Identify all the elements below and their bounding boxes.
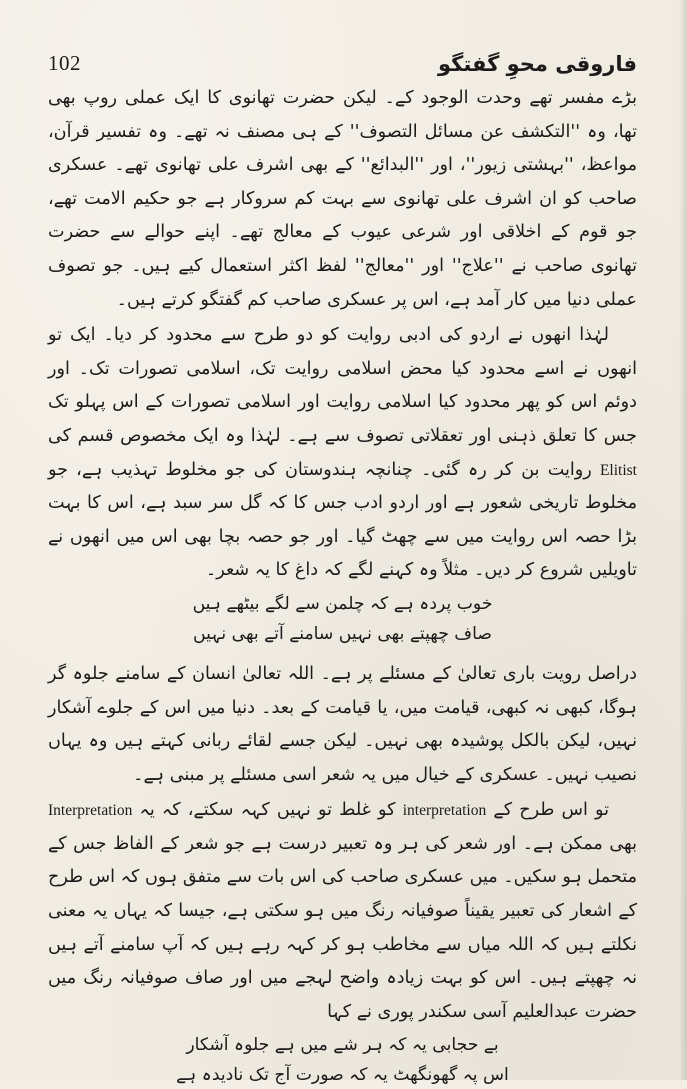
paragraph-4-part-c: بھی ممکن ہے۔ اور شعر کی ہر وہ تعبیر درست ہے جو شعر کے الفاظ جس کے متحمل ہو سکیں۔ میں عسکری صاحب کی اس بات سے متفق ہوں کہ اس طرح کے اشعار کی تعبیر یقیناً صوفیانہ رنگ میں ہو سکتی ہے، جیسا کہ یہاں یہ معنی نکلتے ہیں کہ اللہ میاں سے مخاطب ہو کر کہہ رہے ہیں کہ آپ سامنے آتے ہیں نہ چھپتے ہیں۔ اس کو بہت زیادہ واضح لہجے میں اور صاف صوفیانہ رنگ میں حضرت عبدالعلیم آسی سکندر پوری نے کہا [48, 833, 637, 1022]
paragraph-2-text: لہٰذا انھوں نے اردو کی ادبی روایت کو دو طرح سے محدود کر دیا۔ ایک تو انھوں نے اسے محدود کیا محض اسلامی روایت تک، اسلامی تصورات تک۔ اور دوئم اس کو پھر محدود کیا اسلامی روایت اور اسلامی تصورات کے اس پہلو تک جس کا تعلق ذہنی اور تعقلاتی تصوف سے ہے۔ لہٰذا وہ ایک مخصوص قسم کی [48, 325, 637, 446]
page-edge-shadow [679, 0, 687, 1080]
paragraph-4-part-a: تو اس طرح کے [493, 800, 610, 821]
paragraph-4 [48, 794, 637, 1029]
verse-1-line-2: صاف چھپتے بھی نہیں سامنے آتے بھی نہیں [193, 623, 492, 644]
verse-block-1 [48, 590, 637, 648]
paragraph-1: بڑے مفسر تھے وحدت الوجود کے۔ لیکن حضرت تھانوی کا ایک عملی روپ بھی تھا، وہ ''التکشف عن مسائل التصوف'' کے ہی مصنف نہ تھے۔ وہ تفسیر قرآن، مواعظ، ''بہشتی زیور''، اور ''البدائع'' کے بھی اشرف علی تھانوی تھے۔ عسکری صاحب کو ان اشرف علی تھانوی سے بہت کم سروکار ہے جو حکیم الامت تھے، جو قوم کے اخلاقی اور شرعی عیوب کے معالج تھے۔ اپنے حوالے سے حضرت تھانوی صاحب نے ''علاج'' اور ''معالج'' لفظ اکثر استعمال کیے ہیں۔ جو تصوف عملی دنیا میں کار آمد ہے، اس پر عسکری صاحب کم گفتگو کرتے ہیں۔ [48, 88, 637, 310]
paragraph-4-latin-term-1: interpretation [402, 802, 487, 820]
page-number: 102 [48, 51, 81, 75]
verse-2-line-1: بے حجابی یہ کہ ہر شے میں ہے جلوہ آشکار [186, 1035, 499, 1056]
verse-block-2 [48, 1031, 637, 1089]
page-header [48, 40, 637, 76]
paragraph-4-part-b: کو غلط تو نہیں کہہ سکتے، کہ یہ [139, 800, 396, 821]
paragraph-2-latin-term: Elitist [599, 461, 637, 479]
paragraph-3: دراصل رویت باری تعالیٰ کے مسئلے پر ہے۔ اللہ تعالیٰ انسان کے سامنے جلوہ گر ہوگا، کبھی نہ کبھی، قیامت میں، یا قیامت کے بعد۔ دنیا میں اس کے جلوے آشکار نہیں، لیکن بالکل پوشیدہ بھی نہیں۔ لیکن جسے لقائے ربانی کہتے ہیں وہ یہاں نصیب نہیں۔ عسکری کے خیال میں یہ شعر اسی مسئلے پر مبنی ہے۔ [48, 663, 637, 785]
paragraph-2-continuation: روایت بن کر رہ گئی۔ چنانچہ ہندوستان کی جو مخلوط تہذیب ہے، جو مخلوط تاریخی شعور ہے اور اردو ادب جس کا کہ گل سر سبد ہے، اس کا بہت بڑا حصہ اس روایت میں سے چھٹ گیا۔ اور جو حصہ بچا بھی اس میں انھوں نے تاویلیں شروع کر دیں۔ مثلاً وہ کہنے لگے کہ داغ کا یہ شعر۔ [48, 459, 637, 581]
paragraph-2 [48, 319, 637, 588]
verse-1-line-1: خوب پردہ ہے کہ چلمن سے لگے بیٹھے ہیں [192, 593, 493, 614]
page-body [48, 82, 637, 1089]
paragraph-4-latin-term-2: Interpretation [48, 802, 133, 820]
running-title: فاروقی محوِ گفتگو [438, 52, 637, 76]
verse-2-line-2: اس پہ گھونگھٹ یہ کہ صورت آج تک نادیدہ ہے [176, 1065, 509, 1086]
